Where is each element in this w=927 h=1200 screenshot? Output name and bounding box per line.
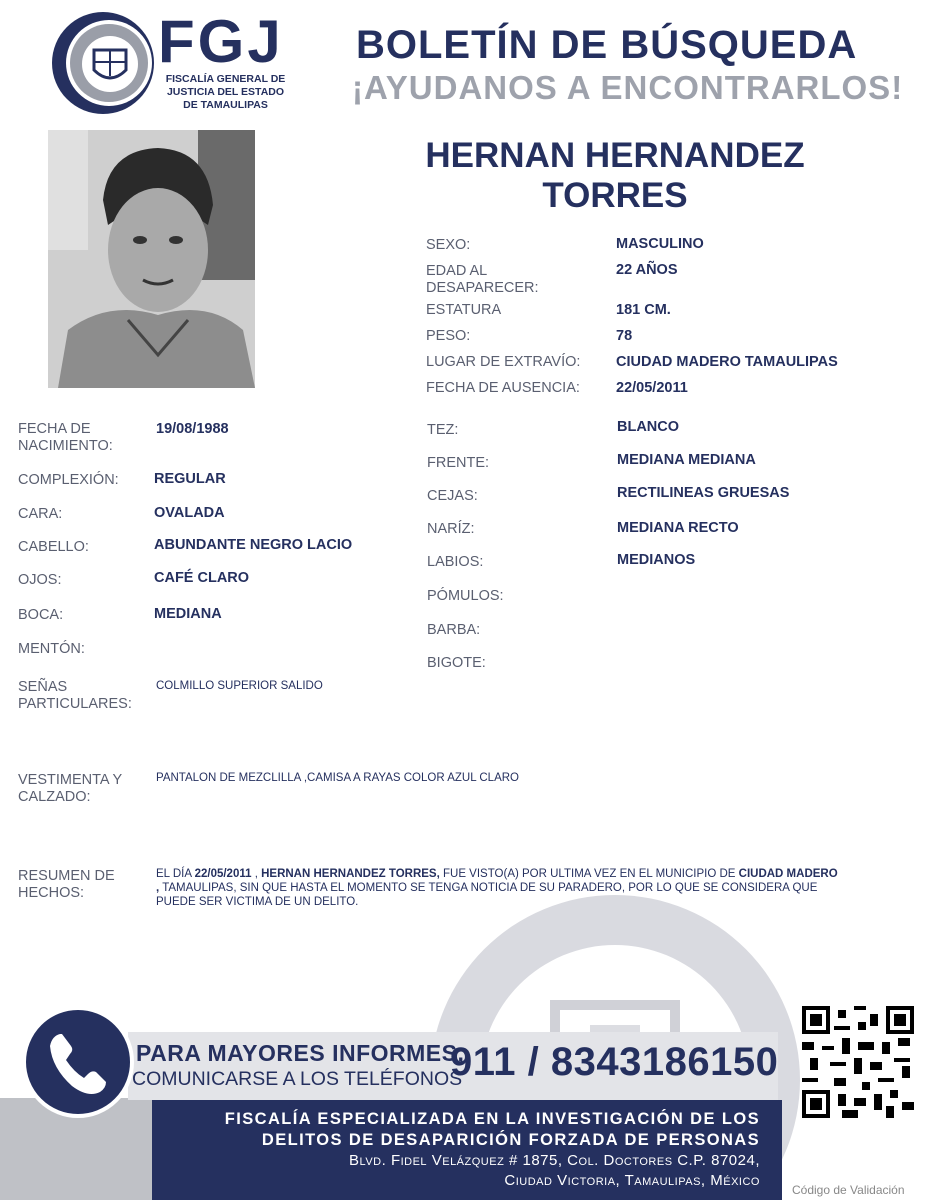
resumen-text — [156, 867, 841, 909]
field-label-nacimiento: FECHA DE NACIMIENTO: — [18, 421, 113, 454]
contact-phones[interactable]: 911 / 8343186150 — [450, 1040, 779, 1084]
vestimenta-value: PANTALON DE MEZCLILLA ,CAMISA A RAYAS COLOR AZUL CLARO — [156, 772, 519, 784]
resumen-city: CIUDAD MADERO , — [156, 868, 838, 894]
field-label-complexion: COMPLEXIÓN: — [18, 472, 119, 488]
resumen-label-line: HECHOS: — [18, 885, 85, 901]
resumen-part: TAMAULIPAS, SIN QUE HASTA EL MOMENTO SE TENGA NOTICIA DE SU PARADERO, POR LO QUE SE CONSIDERA QUE PUEDE SER VICTIMA DE UN DELITO. — [156, 882, 818, 908]
resumen-label — [18, 868, 115, 902]
field-label-frente: FRENTE: — [427, 455, 490, 471]
field-label-tez: TEZ: — [427, 422, 459, 438]
address-line1: Blvd. Fidel Velázquez # 1875, Col. Doctores C.P. 87024, — [349, 1152, 760, 1169]
vestimenta-label — [18, 772, 122, 806]
field-value-ojos: CAFÉ CLARO — [154, 570, 250, 586]
field-value-boca: MEDIANA — [154, 606, 222, 622]
field-value-senas: COLMILLO SUPERIOR SALIDO — [156, 680, 323, 692]
bulletin-subtitle: ¡AYUDANOS A ENCONTRARLOS! — [352, 69, 904, 106]
field-label-pomulos: PÓMULOS: — [427, 588, 504, 604]
field-label-labios: LABIOS: — [427, 554, 484, 570]
field-value-edad: 22 AÑOS — [616, 262, 678, 278]
field-label-edad: EDAD AL DESAPARECER: — [426, 263, 539, 296]
vestimenta-label-line: CALZADO: — [18, 789, 91, 805]
field-label-nariz: NARÍZ: — [427, 521, 475, 537]
field-value-nacimiento: 19/08/1988 — [156, 421, 229, 437]
shield-icon — [82, 36, 138, 92]
field-label-estatura: ESTATURA — [426, 302, 502, 318]
field-value-cabello: ABUNDANTE NEGRO LACIO — [154, 537, 353, 553]
resumen-part: EL DÍA — [156, 868, 195, 880]
person-name — [380, 136, 850, 216]
address-line2: Ciudad Victoria, Tamaulipas, México — [504, 1172, 760, 1189]
fgj-logo-text: FGJ — [158, 8, 284, 75]
field-label-senas: SEÑAS PARTICULARES: — [18, 679, 132, 712]
field-label-lugar: LUGAR DE EXTRAVÍO: — [426, 354, 581, 370]
bulletin-title: BOLETÍN DE BÚSQUEDA — [356, 23, 858, 67]
informes-line1: PARA MAYORES INFORMES, — [136, 1040, 465, 1066]
field-value-frente: MEDIANA MEDIANA — [617, 452, 756, 468]
resumen-label-line: RESUMEN DE — [18, 868, 115, 884]
field-label-cabello: CABELLO: — [18, 539, 89, 555]
field-value-estatura: 181 CM. — [616, 302, 671, 318]
phone-icon — [22, 1006, 134, 1118]
field-value-fecha-ausencia: 22/05/2011 — [616, 380, 688, 396]
field-value-peso: 78 — [616, 328, 633, 344]
field-label-sexo: SEXO: — [426, 237, 471, 253]
field-label-cara: CARA: — [18, 506, 63, 522]
field-value-nariz: MEDIANA RECTO — [617, 520, 739, 536]
field-label-peso: PESO: — [426, 328, 471, 344]
fiscalia-line1: FISCALÍA ESPECIALIZADA EN LA INVESTIGACIÓN DE LOS — [224, 1110, 760, 1128]
resumen-part: FUE VISTO(A) POR ULTIMA VEZ EN EL MUNICIPIO DE — [439, 868, 739, 880]
field-label-fecha-ausencia: FECHA DE AUSENCIA: — [426, 380, 580, 396]
field-label-cejas: CEJAS: — [427, 488, 478, 504]
field-value-tez: BLANCO — [617, 419, 680, 435]
missing-person-photo — [48, 130, 255, 388]
field-value-complexion: REGULAR — [154, 471, 226, 487]
field-label-bigote: BIGOTE: — [427, 655, 486, 671]
logo-sub-line: JUSTICIA DEL ESTADO — [166, 86, 285, 98]
resumen-name: HERNAN HERNANDEZ TORRES, — [261, 868, 440, 880]
resumen-date: 22/05/2011 — [194, 868, 252, 880]
field-value-cara: OVALADA — [154, 505, 225, 521]
field-value-lugar: CIUDAD MADERO TAMAULIPAS — [616, 354, 838, 370]
resumen-part: , — [251, 868, 262, 880]
vestimenta-label-line: VESTIMENTA Y — [18, 772, 123, 788]
field-label-menton: MENTÓN: — [18, 641, 85, 657]
validation-code-label: Código de Validación — [792, 1183, 905, 1197]
field-value-sexo: MASCULINO — [616, 236, 704, 252]
field-label-barba: BARBA: — [427, 622, 481, 638]
person-name-line: HERNAN HERNANDEZ — [425, 136, 805, 175]
field-label-ojos: OJOS: — [18, 572, 62, 588]
logo-sub-line: DE TAMAULIPAS — [183, 99, 268, 111]
fiscalia-line2: DELITOS DE DESAPARICIÓN FORZADA DE PERSONAS — [261, 1131, 760, 1149]
field-value-labios: MEDIANOS — [617, 552, 696, 568]
informes-line2: COMUNICARSE A LOS TELÉFONOS — [132, 1068, 463, 1090]
logo-sub-line: FISCALÍA GENERAL DE — [165, 73, 286, 85]
person-name-line: TORRES — [542, 176, 688, 215]
field-value-cejas: RECTILINEAS GRUESAS — [617, 485, 790, 501]
fgj-logo-subtitle — [158, 73, 293, 112]
qr-code-icon[interactable] — [802, 1006, 914, 1118]
field-label-boca: BOCA: — [18, 607, 64, 623]
